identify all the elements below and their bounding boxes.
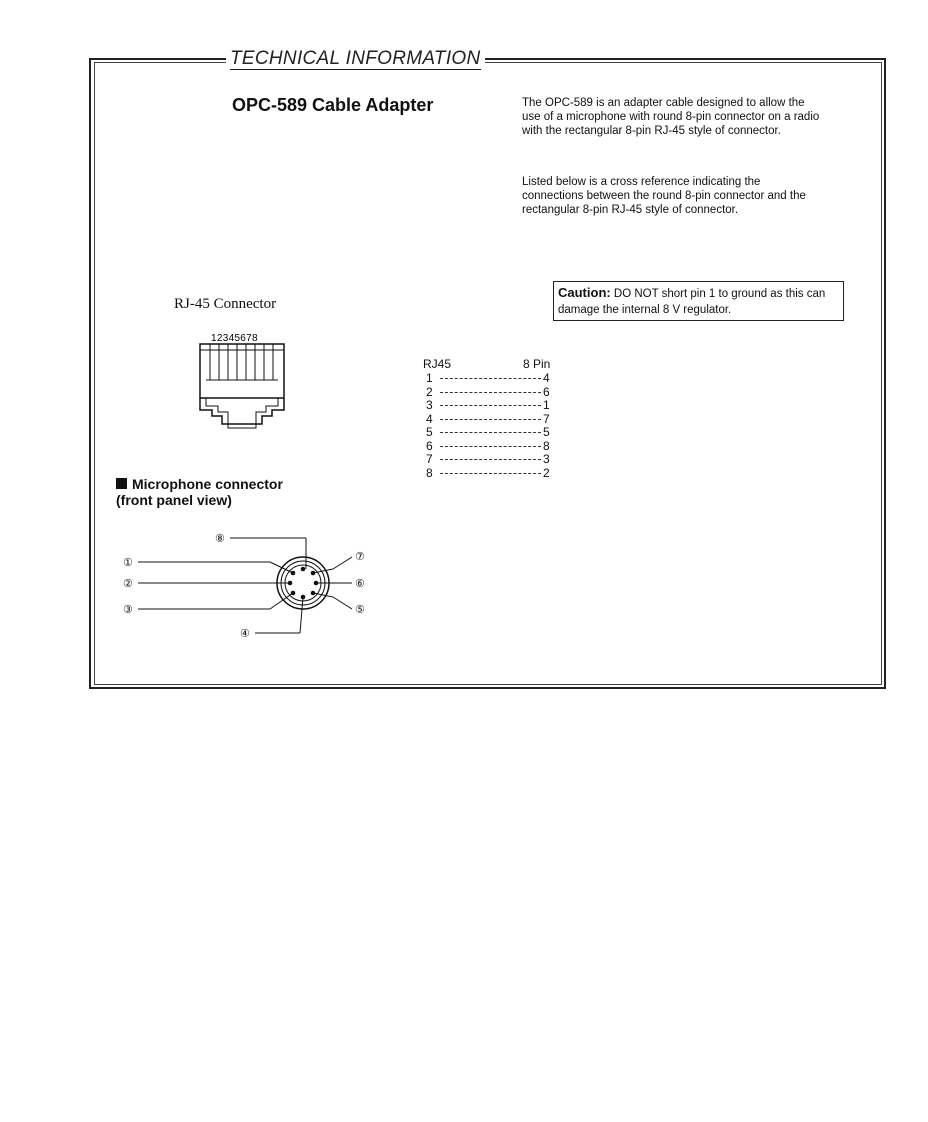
section-header-text: TECHNICAL INFORMATION [230, 48, 481, 69]
mic-title-line2: (front panel view) [116, 492, 232, 508]
dashed-connector-line [440, 392, 541, 393]
cross-reference-header [423, 358, 573, 372]
rj45-title: RJ-45 Connector [174, 296, 277, 312]
col-header-rj45: RJ45 [423, 357, 452, 371]
description-text-2: Listed below is a cross reference indicating the connections between the round 8-pin connector and the rectangular 8-pin RJ-45 style of connector. [522, 176, 806, 216]
mic-pin: 7 [543, 411, 550, 426]
caution-box [553, 281, 844, 321]
rj45-pin-labels: 12345678 [211, 333, 258, 344]
description-paragraph-2 [522, 175, 822, 217]
dashed-connector-line [440, 432, 541, 433]
mic-pin: 3 [543, 452, 550, 466]
table-row [423, 399, 553, 413]
table-row [423, 426, 553, 440]
rj45-pin: 8 [426, 465, 433, 480]
description-text-1: The OPC-589 is an adapter cable designed to allow the use of a microphone with round 8-pin connector on a radio with the rectangular 8-pin RJ-45 style of connector. [522, 97, 820, 137]
mic-pin: 8 [543, 438, 550, 453]
mic-pin-7-label: ⑦ [355, 551, 365, 563]
mic-title-line1: Microphone connector [132, 476, 283, 492]
mic-pin: 4 [543, 371, 550, 385]
document-title: OPC-589 Cable Adapter [232, 95, 434, 115]
caution-label: Caution: [558, 285, 611, 300]
table-row [423, 467, 553, 481]
description-paragraph-1 [522, 96, 822, 138]
table-row [423, 386, 553, 400]
caution-text: DO NOT short pin 1 to ground as this can damage the internal 8 V regulator. [558, 288, 826, 316]
mic-pin-8-label: ⑧ [215, 533, 225, 545]
table-row [423, 413, 553, 427]
dashed-connector-line [440, 473, 541, 474]
mic-pin: 2 [543, 465, 550, 480]
mic-pin-3-label: ③ [123, 604, 133, 616]
mic-pin-1-label: ① [123, 557, 133, 569]
rj45-pin: 5 [426, 425, 433, 439]
dashed-connector-line [440, 378, 541, 379]
mic-pin-2-label: ② [123, 578, 133, 590]
mic-pin: 1 [543, 398, 550, 412]
mic-pin-4-label: ④ [240, 628, 250, 640]
mic-pin: 5 [543, 425, 550, 439]
rj45-pin: 2 [426, 384, 433, 399]
table-row [423, 453, 553, 467]
dashed-connector-line [440, 405, 541, 406]
rj45-pin: 7 [426, 452, 433, 466]
rj45-connector-icon [192, 330, 292, 436]
rj45-pin: 3 [426, 398, 433, 412]
rj45-pin: 6 [426, 438, 433, 453]
section-header [226, 48, 485, 70]
rj45-pin: 4 [426, 411, 433, 426]
dashed-connector-line [440, 446, 541, 447]
col-header-8pin: 8 Pin [523, 357, 551, 371]
table-row [423, 372, 553, 386]
table-row [423, 440, 553, 454]
mic-pin: 6 [543, 384, 550, 399]
dashed-connector-line [440, 459, 541, 460]
bullet-square-icon [116, 478, 127, 489]
dashed-connector-line [440, 419, 541, 420]
cross-reference-table [423, 358, 573, 480]
rj45-pin: 1 [426, 371, 433, 385]
microphone-connector-icon [120, 525, 390, 655]
mic-pin-6-label: ⑥ [355, 578, 365, 590]
mic-pin-5-label: ⑤ [355, 604, 365, 616]
microphone-connector-title [116, 476, 283, 508]
